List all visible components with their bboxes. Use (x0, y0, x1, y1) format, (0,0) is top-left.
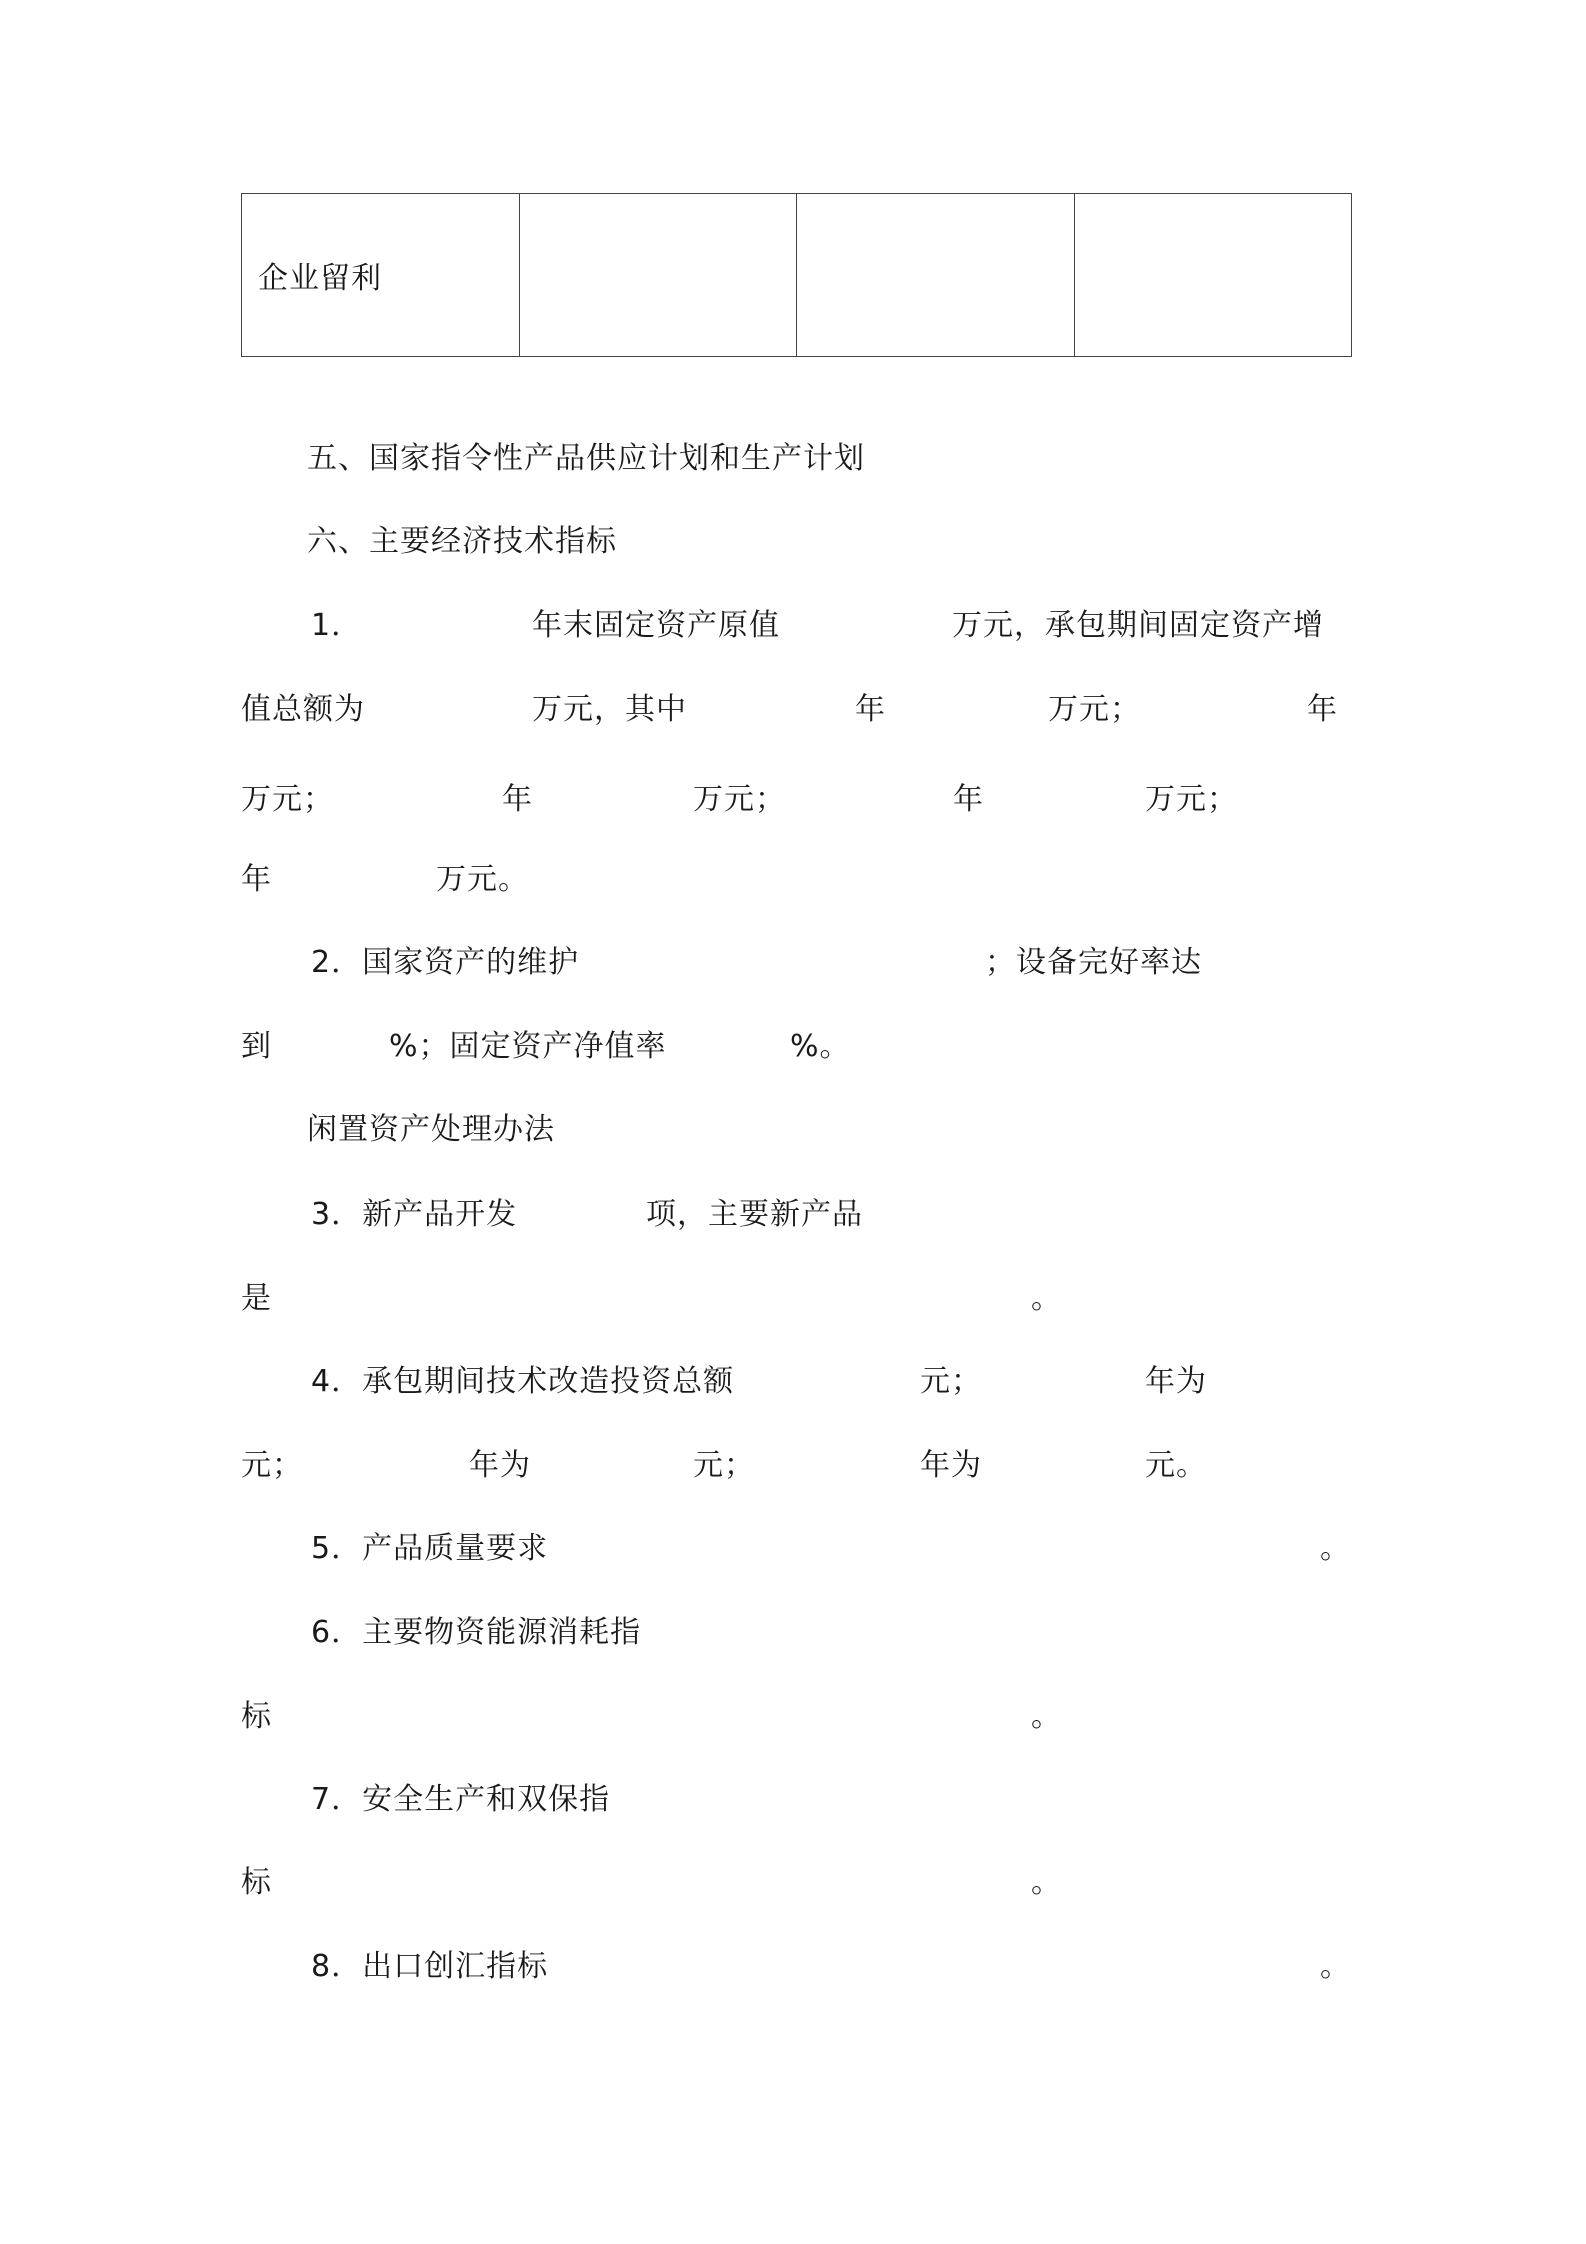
table-row (242, 194, 1352, 357)
item4-text-a: 4．承包期间技术改造投资总额 (311, 1364, 735, 1399)
item7-text-a: 7．安全生产和双保指 (311, 1782, 611, 1817)
item1-wan: 万元； (693, 782, 786, 817)
item2-idle-assets: 闲置资产处理办法 (307, 1112, 555, 1147)
item5-end-mark: 。 (1320, 1531, 1351, 1566)
item4-yuan-end: 元。 (1145, 1448, 1207, 1483)
item2-text-d: %；固定资产净值率 (389, 1029, 667, 1064)
item1-text-c: 值总额为 (241, 692, 365, 727)
item1-wan-end: 万元。 (436, 862, 529, 897)
item6-end-mark: 。 (1031, 1699, 1062, 1734)
item3-text-a: 3．新产品开发 (311, 1197, 518, 1232)
item4-yuan: 元； (241, 1448, 303, 1483)
table-cell (519, 194, 797, 357)
item4-yuan: 元； (920, 1364, 982, 1399)
item4-yuan: 元； (693, 1448, 755, 1483)
item4-year-wei: 年为 (469, 1448, 531, 1483)
retained-profit-table (241, 193, 1352, 357)
item2-text-b: ；设备完好率达 (985, 945, 1202, 980)
item2-text-c: 到 (241, 1029, 272, 1064)
item1-text-a: 年末固定资产原值 (532, 608, 780, 643)
item3-text-b: 项，主要新产品 (646, 1197, 863, 1232)
item1-wan: 万元； (1145, 782, 1238, 817)
item8-text-a: 8．出口创汇指标 (311, 1949, 549, 1984)
item6-text-a: 6．主要物资能源消耗指 (311, 1615, 642, 1650)
item1-year: 年 (1307, 692, 1338, 727)
item2-text-a: 2．国家资产的维护 (311, 945, 580, 980)
item1-wan: 万元； (1048, 692, 1141, 727)
item8-end-mark: 。 (1320, 1949, 1351, 1984)
item1-wan: 万元； (241, 782, 334, 817)
item4-year-wei: 年为 (920, 1448, 982, 1483)
item1-year: 年 (502, 782, 533, 817)
item1-text-d: 万元，其中 (532, 692, 687, 727)
item1-number: 1． (311, 608, 363, 643)
item7-text-b: 标 (241, 1865, 272, 1900)
item4-year-wei: 年为 (1145, 1364, 1207, 1399)
item5-text-a: 5．产品质量要求 (311, 1531, 549, 1566)
item3-text-c: 是 (241, 1281, 272, 1316)
item1-year: 年 (241, 862, 272, 897)
item7-end-mark: 。 (1031, 1865, 1062, 1900)
item1-text-b: 万元，承包期间固定资产增 (952, 608, 1324, 643)
section-heading-5: 五、国家指令性产品供应计划和生产计划 (307, 441, 865, 476)
item3-end-mark: 。 (1031, 1281, 1062, 1316)
table-cell (1074, 194, 1352, 357)
table-cell (797, 194, 1075, 357)
item6-text-b: 标 (241, 1699, 272, 1734)
item1-year: 年 (953, 782, 984, 817)
item1-year: 年 (855, 692, 886, 727)
item2-text-e: %。 (790, 1029, 851, 1064)
section-heading-6: 六、主要经济技术指标 (307, 524, 617, 559)
table-row-label: 企业留利 (242, 194, 520, 357)
